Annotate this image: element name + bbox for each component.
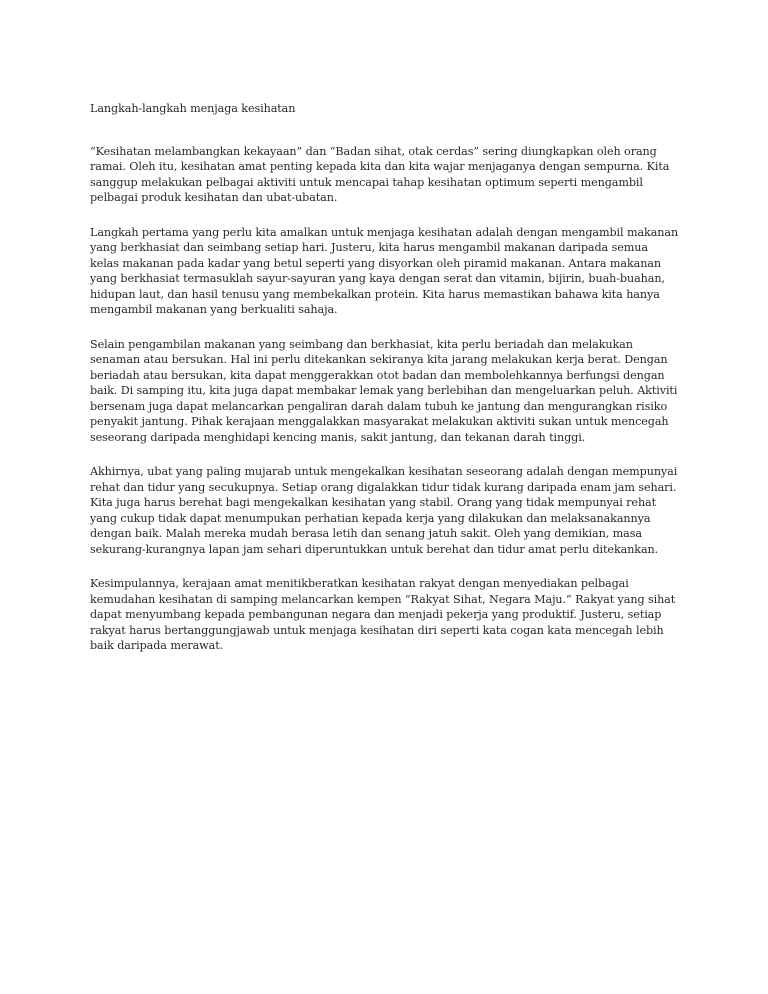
paragraph-nutrition: Langkah pertama yang perlu kita amalkan untuk menjaga kesihatan adalah dengan mengambil makanan yang berkhasiat dan seimbang setiap hari. Justeru, kita harus mengambil makanan daripada semua kelas makanan pada kadar yang betul seperti yang disyorkan oleh piramid makanan. Antara makanan yang berkhasiat termasuklah sayur-sayuran yang kaya dengan serat dan vitamin, bijirin, buah-buahan, hidupan laut, dan hasil tenusu yang membekalkan protein. Kita harus memastikan bahawa kita hanya mengambil makanan yang berkualiti sahaja. [90, 225, 679, 316]
document-body [90, 101, 680, 673]
paragraph-exercise: Selain pengambilan makanan yang seimbang dan berkhasiat, kita perlu beriadah dan melakukan senaman atau bersukan. Hal ini perlu ditekankan sekiranya kita jarang melakukan kerja berat. Dengan beriadah atau bersukan, kita dapat menggerakkan otot badan dan membolehkannya berfungsi dengan baik. Di samping itu, kita juga dapat membakar lemak yang berlebihan dan mengeluarkan peluh. Aktiviti bersenam juga dapat melancarkan pengaliran darah dalam tubuh ke jantung dan mengurangkan risiko penyakit jantung. Pihak kerajaan menggalakkan masyarakat melakukan aktiviti sukan untuk mencegah seseorang daripada menghidapi kencing manis, sakit jantung, dan tekanan darah tinggi. [90, 337, 678, 444]
document-title: Langkah-langkah menjaga kesihatan [90, 102, 296, 115]
paragraph-rest: Akhirnya, ubat yang paling mujarab untuk mengekalkan kesihatan seseorang adalah dengan mempunyai rehat dan tidur yang secukupnya. Setiap orang digalakkan tidur tidak kurang daripada enam jam sehari. Kita juga harus berehat bagi mengekalkan kesihatan yang stabil. Orang yang tidak mempunyai rehat yang cukup tidak dapat menumpukan perhatian kepada kerja yang dilakukan dan melaksanakannya dengan baik. Malah mereka mudah berasa letih dan senang jatuh sakit. Oleh yang demikian, masa sekurang-kurangnya lapan jam sehari diperuntukkan untuk berehat dan tidur amat perlu ditekankan. [90, 465, 678, 556]
paragraph-intro: “Kesihatan melambangkan kekayaan” dan “Badan sihat, otak cerdas” sering diungkapkan oleh orang ramai. Oleh itu, kesihatan amat penting kepada kita dan kita wajar menjaganya dengan sempurna. Kita sanggup melakukan pelbagai aktiviti untuk mencapai tahap kesihatan optimum seperti mengambil pelbagai produk kesihatan dan ubat-ubatan. [90, 144, 670, 204]
paragraph-conclusion: Kesimpulannya, kerajaan amat menitikberatkan kesihatan rakyat dengan menyediakan pelbagai kemudahan kesihatan di samping melancarkan kempen “Rakyat Sihat, Negara Maju.” Rakyat yang sihat dapat menyumbang kepada pembangunan negara dan menjadi pekerja yang produktif. Justeru, setiap rakyat harus bertanggungjawab untuk menjaga kesihatan diri seperti kata cogan kata mencegah lebih baik daripada merawat. [90, 577, 676, 652]
